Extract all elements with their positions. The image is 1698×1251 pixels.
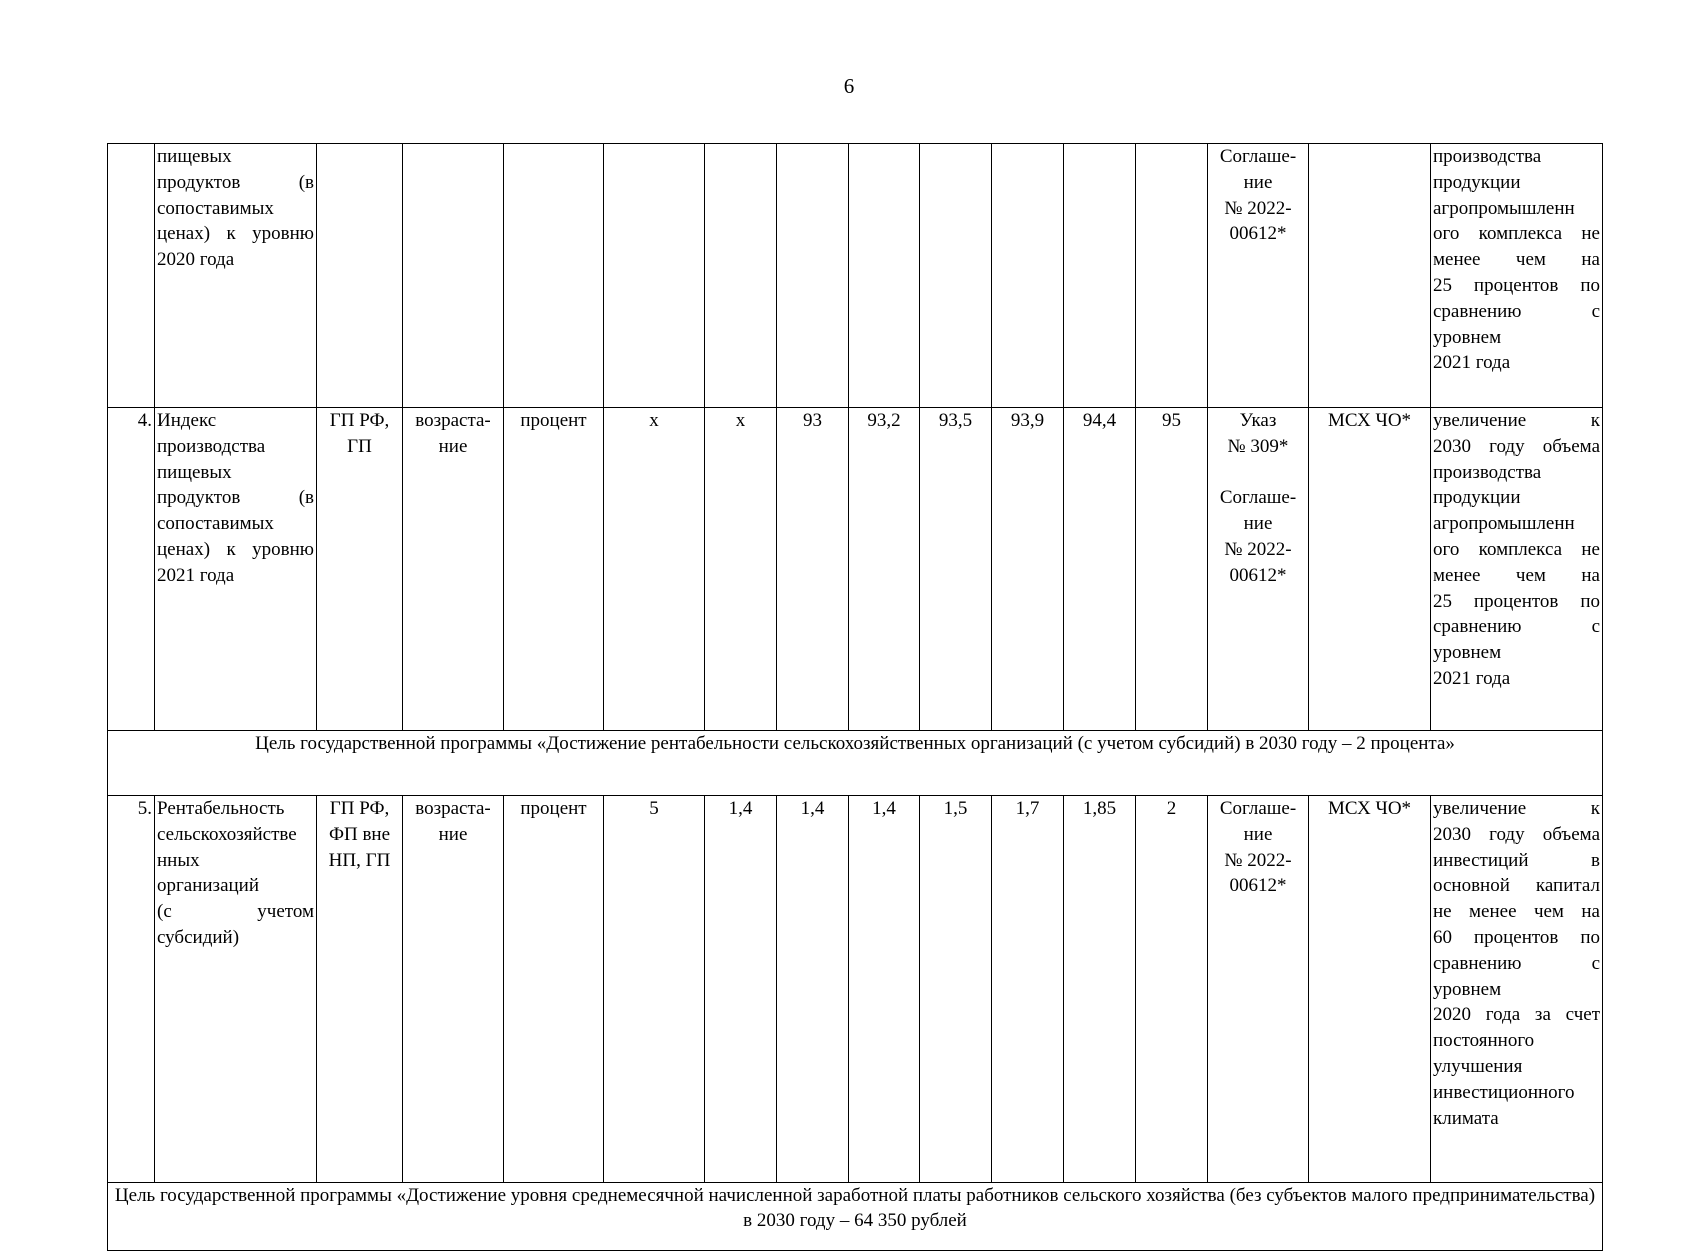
row-number: 5. — [108, 796, 155, 1183]
national-goal-line: ого комплекса не — [1433, 223, 1600, 245]
national-goal-line: инвестиционного — [1433, 1081, 1575, 1103]
national-goal-link — [1431, 408, 1603, 731]
table-row — [108, 408, 1603, 731]
year-value — [777, 144, 849, 408]
national-goal-line: инвестиций в — [1433, 849, 1600, 871]
basis-documents — [1208, 796, 1309, 1183]
year-value: 93 — [777, 408, 849, 731]
year-value: 2 — [1136, 796, 1208, 1183]
national-goal-line: агропромышленн — [1433, 513, 1575, 535]
basis-document-line: ние — [1243, 171, 1273, 193]
row-number — [108, 144, 155, 408]
indicators-table — [107, 143, 1603, 1251]
base-value: х — [604, 408, 705, 731]
basis-documents — [1208, 408, 1309, 731]
basis-document-line: 00612* — [1229, 223, 1287, 245]
indicator-name-line: нных — [157, 849, 200, 871]
national-goal-line: 2030 году объема — [1433, 823, 1600, 845]
year-value — [992, 144, 1064, 408]
year-value: 1,4 — [777, 796, 849, 1183]
indicator-name-line: ценах) к уровню — [157, 223, 314, 245]
national-goal-line: климата — [1433, 1107, 1499, 1129]
basis-document-line: Соглаше- — [1219, 146, 1297, 167]
year-value: х — [705, 408, 777, 731]
page-number: 6 — [843, 74, 855, 98]
basis-document-line: ние — [1243, 513, 1273, 535]
base-value — [604, 144, 705, 408]
year-value: 1,85 — [1064, 796, 1136, 1183]
basis-document-line: ние — [1243, 823, 1273, 845]
indicator-direction: возраста-ние — [403, 796, 504, 1183]
basis-document-line: № 2022- — [1224, 197, 1292, 219]
goal-row — [108, 1183, 1603, 1251]
row-number: 4. — [108, 408, 155, 731]
national-goal-line: сравнению с — [1433, 952, 1600, 974]
year-value — [1136, 144, 1208, 408]
indicator-direction: возраста-ние — [403, 408, 504, 731]
indicator-unit — [504, 144, 604, 408]
year-value: 93,9 — [992, 408, 1064, 731]
basis-document-line: Соглаше- — [1219, 798, 1297, 819]
national-goal-line: ого комплекса не — [1433, 538, 1600, 560]
indicator-unit: процент — [504, 796, 604, 1183]
indicator-name — [155, 408, 317, 731]
indicator-name-line: продуктов (в — [157, 487, 314, 509]
national-goal-line: сравнению с — [1433, 616, 1600, 638]
national-goal-line: 2030 году объема — [1433, 435, 1600, 457]
goal-row — [108, 731, 1603, 796]
indicator-name-line: 2020 года — [157, 249, 235, 271]
year-value — [920, 144, 992, 408]
national-goal-line: менее чем на — [1433, 249, 1600, 271]
national-goal-link — [1431, 144, 1603, 408]
basis-document-line: 00612* — [1229, 875, 1287, 897]
responsible-executive: МСХ ЧО* — [1309, 408, 1431, 731]
national-goal-line: производства — [1433, 146, 1542, 167]
national-goal-line: 2021 года — [1433, 667, 1511, 689]
national-goal-line: 25 процентов по — [1433, 590, 1600, 612]
indicator-unit: процент — [504, 408, 604, 731]
year-value: 1,4 — [849, 796, 920, 1183]
year-value: 94,4 — [1064, 408, 1136, 731]
year-value: 95 — [1136, 408, 1208, 731]
responsible-executive: МСХ ЧО* — [1309, 796, 1431, 1183]
national-goal-line: 25 процентов по — [1433, 274, 1600, 296]
goal-text: Цель государственной программы «Достижение уровня среднемесячной начисленной заработной платы работников сельского хозяйства (без субъектов малого предпринимательства) в 2030 году – 64 350 рублей — [108, 1183, 1603, 1251]
table-row — [108, 796, 1603, 1183]
year-value — [705, 144, 777, 408]
national-goal-line: производства — [1433, 461, 1542, 483]
indicator-direction — [403, 144, 504, 408]
indicator-name-line: 2021 года — [157, 564, 235, 586]
year-value: 1,4 — [705, 796, 777, 1183]
indicator-name-line: сельскохозяйстве — [157, 823, 297, 845]
national-goal-line: 2021 года — [1433, 352, 1511, 374]
national-goal-line: продукции — [1433, 487, 1521, 509]
basis-documents — [1208, 144, 1309, 408]
indicator-name-line: продуктов (в — [157, 171, 314, 193]
basis-document-line: 00612* — [1229, 564, 1287, 586]
national-goal-line: 60 процентов по — [1433, 926, 1600, 948]
responsible-executive — [1309, 144, 1431, 408]
indicator-name-line: сопоставимых — [157, 197, 274, 219]
national-goal-line: агропромышленн — [1433, 197, 1575, 219]
year-value — [849, 144, 920, 408]
indicator-source — [317, 144, 403, 408]
indicator-source: ГП РФ, ГП — [317, 408, 403, 731]
indicator-name-line: субсидий) — [157, 926, 240, 948]
indicator-source: ГП РФ, ФП вне НП, ГП — [317, 796, 403, 1183]
basis-document-line — [1210, 460, 1306, 486]
year-value: 93,5 — [920, 408, 992, 731]
year-value: 1,7 — [992, 796, 1064, 1183]
national-goal-line: увеличение к — [1433, 798, 1600, 819]
indicator-name — [155, 144, 317, 408]
indicator-name-line: пищевых — [157, 146, 232, 167]
national-goal-line: менее чем на — [1433, 564, 1600, 586]
year-value — [1064, 144, 1136, 408]
indicator-name-line: Индекс — [157, 410, 217, 431]
basis-document-line: № 2022- — [1224, 538, 1292, 560]
indicator-name-line: (с учетом — [157, 901, 314, 923]
national-goal-line: постоянного — [1433, 1030, 1535, 1052]
basis-document-line: № 309* — [1227, 435, 1289, 457]
year-value: 93,2 — [849, 408, 920, 731]
national-goal-line: увеличение к — [1433, 410, 1600, 431]
year-value: 1,5 — [920, 796, 992, 1183]
indicator-name-line: сопоставимых — [157, 513, 274, 535]
national-goal-line: улучшения — [1433, 1055, 1523, 1077]
basis-document-line: Соглаше- — [1219, 487, 1297, 509]
indicator-name-line: Рентабельность — [157, 798, 285, 819]
national-goal-link — [1431, 796, 1603, 1183]
base-value: 5 — [604, 796, 705, 1183]
indicator-name-line: ценах) к уровню — [157, 538, 314, 560]
table-row — [108, 144, 1603, 408]
indicator-name — [155, 796, 317, 1183]
national-goal-line: уровнем — [1433, 642, 1502, 664]
national-goal-line: не менее чем на — [1433, 901, 1600, 923]
indicator-name-line: пищевых — [157, 461, 232, 483]
national-goal-line: уровнем — [1433, 978, 1502, 1000]
national-goal-line: продукции — [1433, 171, 1521, 193]
national-goal-line: основной капитал — [1433, 875, 1600, 897]
national-goal-line: 2020 года за счет — [1433, 1004, 1600, 1026]
indicator-name-line: производства — [157, 435, 266, 457]
national-goal-line: уровнем — [1433, 326, 1502, 348]
basis-document-line: № 2022- — [1224, 849, 1292, 871]
basis-document-line: Указ — [1239, 410, 1277, 431]
indicator-name-line: организаций — [157, 875, 260, 897]
goal-text: Цель государственной программы «Достижение рентабельности сельскохозяйственных организаций (с учетом субсидий) в 2030 году – 2 процента» — [108, 731, 1603, 796]
national-goal-line: сравнению с — [1433, 300, 1600, 322]
